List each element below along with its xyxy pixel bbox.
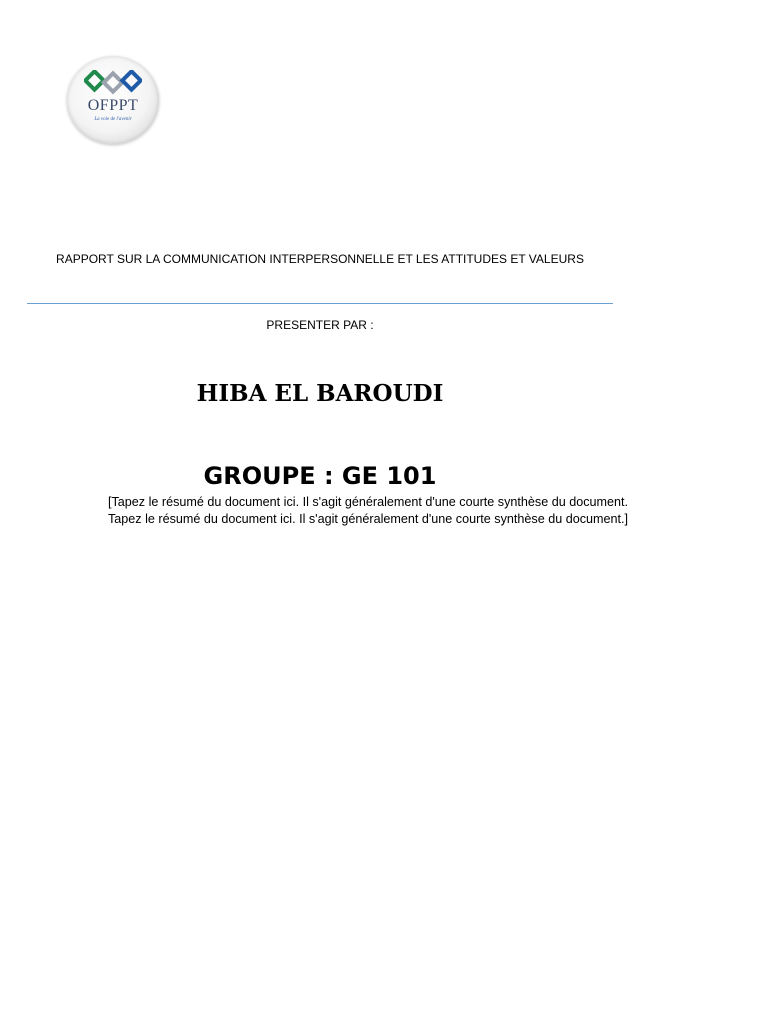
ofppt-logo (67, 56, 159, 144)
group-label: GROUPE : GE 101 (203, 462, 437, 490)
ofppt-emblem-icon (84, 70, 142, 96)
abstract-line: [Tapez le résumé du document ici. Il s'agit généralement d'une courte synthèse du document. (107, 495, 629, 509)
report-title: RAPPORT SUR LA COMMUNICATION INTERPERSONNELLE ET LES ATTITUDES ET VALEURS (56, 252, 584, 266)
abstract-placeholder[interactable] (0, 494, 736, 528)
presenter-label: PRESENTER PAR : (266, 318, 374, 332)
logo-tagline: La voie de l'avenir (94, 117, 132, 122)
author-name: HIBA EL BAROUDI (196, 380, 444, 407)
title-divider (27, 303, 613, 304)
abstract-line: Tapez le résumé du document ici. Il s'agit généralement d'une courte synthèse du document.] (107, 512, 629, 526)
logo-name: OFPPT (87, 97, 139, 114)
